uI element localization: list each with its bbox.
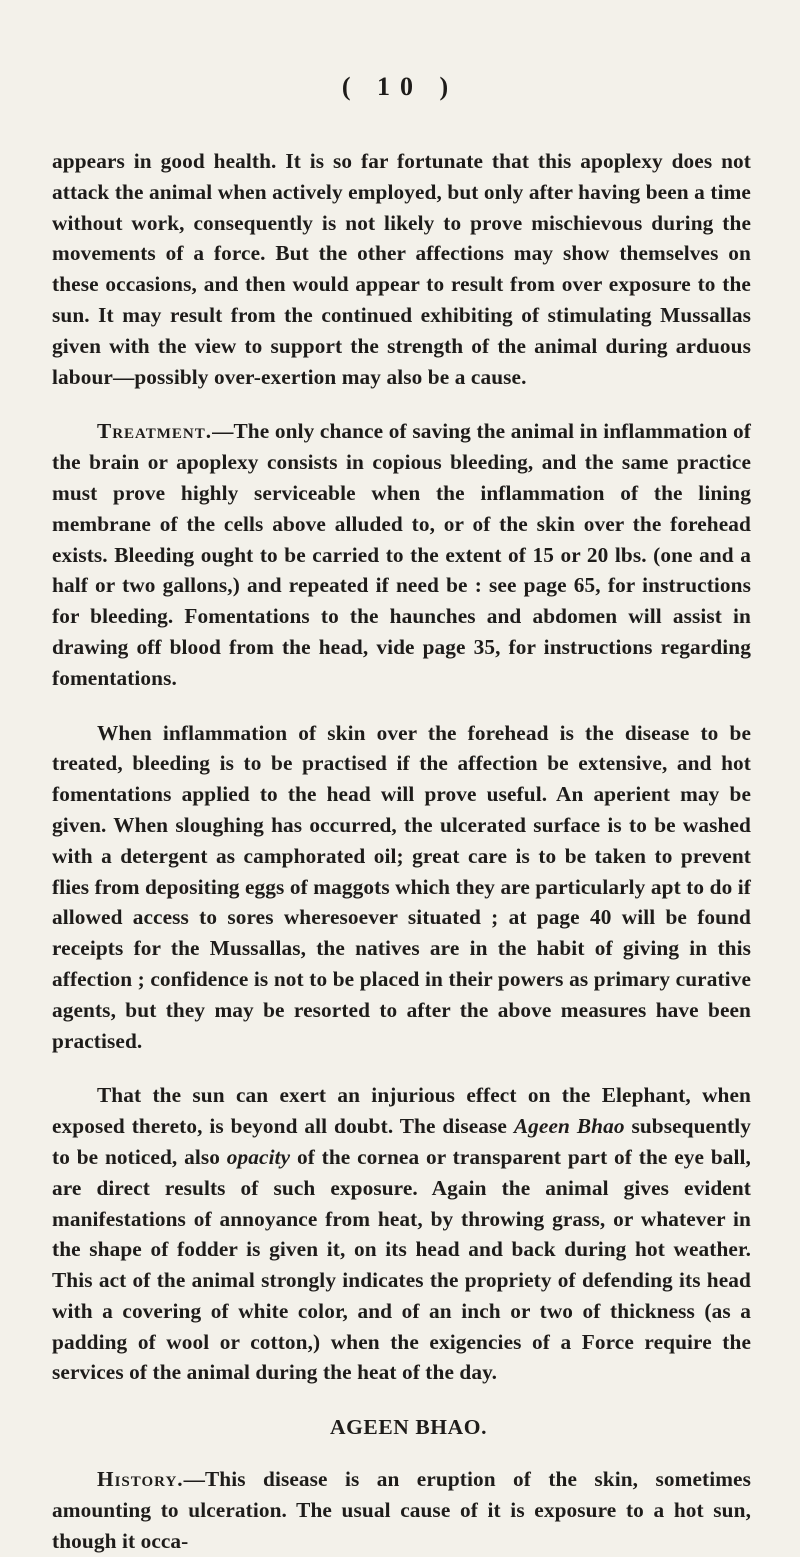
sun-text-part-1: That the sun can exert an injurious effect on the Elephant, when exposed thereto, is beyond all doubt. The disease [52,1083,751,1139]
paragraph-skin-inflammation: When inflammation of skin over the forehead is the disease to be treated, bleeding is to be practised if the affection be extensive, and hot fomentations applied to the head will prove useful. An aperient may be given. When sloughing has occurred, the ulcerated surface is to be washed with a detergent as camphorated oil; great care is to be taken to prevent flies from depositing eggs of maggots which they are particularly apt to do if allowed access to sores wheresoever situated ; at page 40 will be found receipts for the Mussallas, the natives are in the habit of giving in this affection ; confidence is not to be placed in their powers as primary curative agents, but they may be resorted to after the above measures have been practised. [52,720,751,1053]
paragraph-gap [52,1442,751,1464]
section-heading-ageen-bhao: AGEEN BHAO. [329,1415,488,1440]
page-body [52,146,751,1557]
paragraph-gap [52,1056,751,1080]
treatment-label: Treatment. [97,419,213,444]
paragraph-gap [52,392,751,416]
treatment-text: —The only chance of saving the animal in inflammation of the brain or apoplexy consists in copious bleeding, and the same practice must prove highly serviceable when the inflammation of the lining membrane of the cells above alluded to, or of the skin over the forehead exists. Bleeding ought to be carried to the extent of 15 or 20 lbs. (one and a half or two gallons,) and repeated if need be : see page 65, for instructions for bleeding. Fomentations to the haunches and abdomen will assist in drawing off blood from the head, vide page 35, for instructions regarding fomentations. [52,419,751,690]
opacity-italic: opacity [226,1144,291,1169]
paragraph-history [52,1464,751,1556]
paragraph-gap [52,1388,751,1412]
sun-text-part-2: subsequently to be noticed, also [52,1114,752,1169]
ageen-bhao-italic: Ageen Bhao [513,1114,625,1139]
page-number: ( 10 ) [341,72,459,101]
paragraph-sun-exposure [52,1080,751,1388]
history-text: —This disease is an eruption of the skin, sometimes amounting to ulceration. The usual cause of it is exposure to a hot sun, though it occa- [52,1467,751,1553]
paragraph-treatment [52,416,751,693]
sun-text-part-3: of the cornea or transparent part of the eye ball, are direct results of such exposure. Again the animal gives evident manifestations of annoyance from heat, by throwing grass, or whatever in the shape of fodder is given it, on its head and back during hot weather. This act of the animal strongly indicates the propriety of defending its head with a covering of white color, and of an inch or two of thickness (as a padding of wool or cotton,) when the exigencies of a Force require the services of the animal during the heat of the day. [52,1144,751,1385]
paragraph-gap [52,694,751,718]
paragraph-apoplexy-continued: appears in good health. It is so far fortunate that this apoplexy does not attack the animal when actively employed, but only after having been a time without work, consequently is not likely to prove mischievous during the movements of a force. But the other affections may show themselves on these occasions, and then would appear to result from over exposure to the sun. It may result from the continued exhibiting of stimulating Mussallas given with the view to support the strength of the animal during arduous labour—possibly over-exertion may also be a cause. [52,149,751,389]
history-label: History. [97,1467,184,1492]
